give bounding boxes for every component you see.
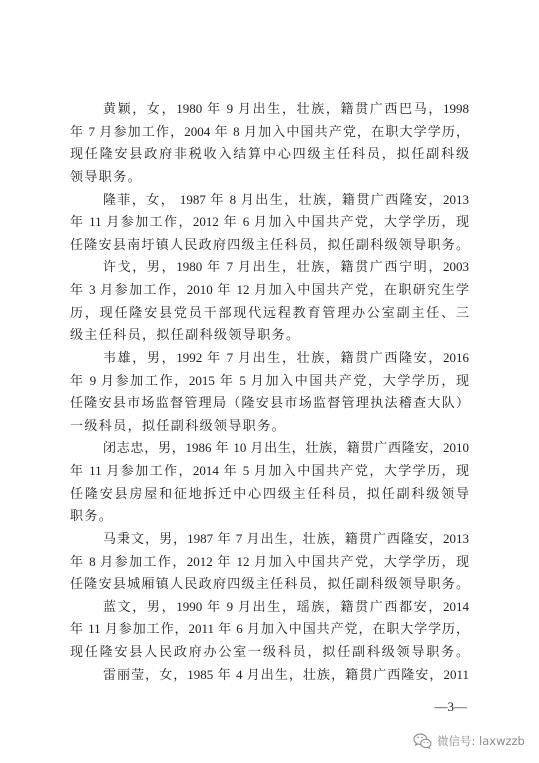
wechat-bubble-small (421, 739, 431, 748)
text-line: 一级科员，拟任副科级领导职务。 (70, 417, 287, 433)
text-line: 任隆安县市场监督管理局（隆安县市场监督管理执法稽查大队） (70, 395, 469, 411)
page-number: —3— (434, 699, 467, 714)
text-line: 隆菲，女， 1987 年 8 月出生，壮族，籍贯广西隆安，2013 (103, 191, 469, 207)
text-line: 年 7 月参加工作，2004 年 8 月加入中国共产党，在职大学学历， (70, 123, 469, 139)
wechat-watermark (413, 731, 525, 751)
text-line: 年 11 月参加工作，2014 年 5 月加入中国共产党，大学学历，现 (70, 463, 469, 478)
text-line: 年 11 月参加工作，2012 年 6 月加入中国共产党，大学学历，现 (70, 214, 469, 230)
text-line: 许戈，男，1980 年 7 月出生，壮族，籍贯广西宁明，2003 (103, 259, 469, 275)
wechat-icon (413, 733, 432, 749)
text-line: 任隆安县南圩镇人民政府四级主任科员，拟任副科级领导职务。 (70, 236, 469, 252)
text-line: 闭志忠，男，1986 年 10 月出生，壮族，籍贯广西隆安，2010 (103, 440, 469, 456)
text-line: 雷丽莹，女，1985 年 4 月出生，壮族，籍贯广西隆安，2011 (103, 666, 469, 682)
text-line: 年 9 月参加工作，2015 年 5 月加入中国共产党，大学学历，现 (70, 372, 469, 388)
candidate-paragraph (70, 528, 469, 596)
candidate-paragraph (70, 347, 469, 438)
candidate-paragraph (70, 664, 469, 687)
text-line: 黄颖，女，1980 年 9 月出生，壮族，籍贯广西巴马，1998 (103, 101, 469, 116)
text-line: 任隆安县城厢镇人民政府四级主任科员，拟任副科级领导职务。 (70, 576, 469, 592)
candidate-paragraph (70, 98, 469, 189)
candidate-paragraph (70, 596, 469, 664)
text-line: 现任隆安县人民政府办公室一级科员，拟任副科级领导职务。 (70, 644, 469, 659)
document-body (70, 98, 469, 686)
candidate-paragraph (70, 437, 469, 528)
text-line: 任隆安县房屋和征地拆迁中心四级主任科员，拟任副科级领导 (70, 485, 469, 501)
text-line: 年 3 月参加工作，2010 年 12 月加入中国共产党，在职研究生学 (70, 282, 469, 297)
text-line: 职务。 (70, 508, 114, 524)
text-line: 蓝文，男，1990 年 9 月出生，瑶族，籍贯广西都安，2014 (103, 598, 469, 614)
text-line: 级主任科员，拟任副科级领导职务。 (70, 327, 301, 343)
candidate-paragraph (70, 189, 469, 257)
text-line: 历，现任隆安县党员干部现代远程教育管理办公室副主任、三 (70, 304, 469, 320)
text-line: 马秉文，男，1987 年 7 月出生，壮族，籍贯广西隆安，2013 (103, 530, 469, 546)
text-line: 年 11 月参加工作，2011 年 6 月加入中国共产党，在职大学学历， (70, 621, 469, 637)
candidate-paragraph (70, 256, 469, 347)
text-line: 现任隆安县政府非税收入结算中心四级主任科员，拟任副科级 (70, 146, 469, 162)
watermark-label: 微信号: laxwzzb (437, 734, 525, 748)
text-line: 韦雄，男，1992 年 7 月出生，壮族，籍贯广西隆安，2016 (103, 349, 469, 365)
text-line: 领导职务。 (70, 168, 143, 184)
text-line: 年 8 月参加工作，2012 年 12 月加入中国共产党，大学学历，现 (70, 553, 469, 569)
